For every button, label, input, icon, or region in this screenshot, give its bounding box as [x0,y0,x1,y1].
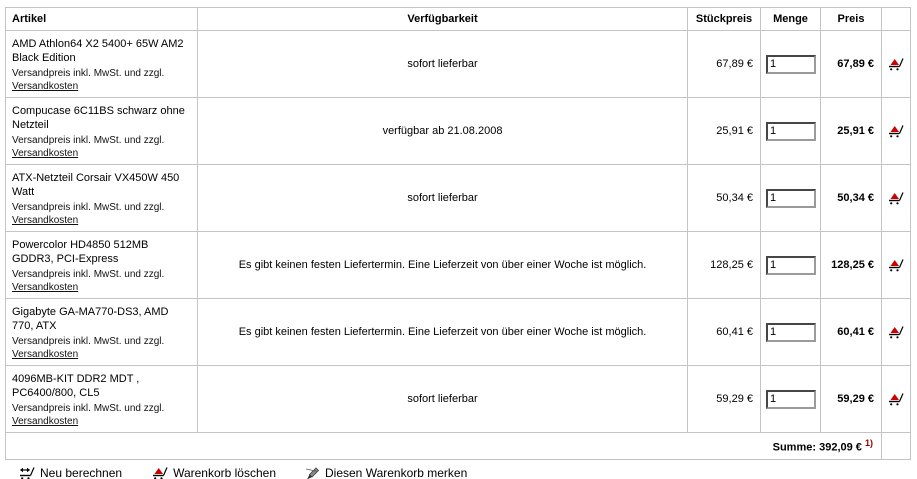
product-name: Powercolor HD4850 512MB GDDR3, PCI-Express [12,238,149,265]
remove-item-button[interactable] [886,55,906,73]
article-cell [6,98,198,165]
delete-cart-link[interactable] [152,466,276,479]
cart-table [5,7,911,460]
product-name: ATX-Netzteil Corsair VX450W 450 Watt [12,171,180,198]
recalculate-link[interactable] [19,466,122,479]
line-price: 59,29 € [821,366,882,433]
quantity-input[interactable] [766,122,816,141]
cart-delete-icon [152,466,168,479]
article-cell [6,232,198,299]
pencil-icon [306,466,320,479]
shipping-costs-link[interactable]: Versandkosten [12,415,79,427]
cart-row [6,98,911,165]
save-cart-link[interactable] [306,466,467,479]
shipping-note: Versandpreis inkl. MwSt. und zzgl. [12,402,165,414]
column-header-preis: Preis [821,8,882,31]
shipping-note: Versandpreis inkl. MwSt. und zzgl. [12,268,165,280]
column-header-menge: Menge [761,8,821,31]
shipping-costs-link[interactable]: Versandkosten [12,147,79,159]
shipping-costs-link[interactable]: Versandkosten [12,281,79,293]
column-header-artikel: Artikel [6,8,198,31]
shipping-costs-link[interactable]: Versandkosten [12,80,79,92]
unit-price: 59,29 € [688,366,761,433]
shipping-note: Versandpreis inkl. MwSt. und zzgl. [12,67,165,79]
cart-row [6,299,911,366]
delete-cart-label: Warenkorb löschen [173,466,276,479]
product-name: Compucase 6C11BS schwarz ohne Netzteil [12,104,185,131]
summary-row [6,433,911,460]
cart-actions-bar [19,466,917,479]
line-price: 25,91 € [821,98,882,165]
sum-label: Summe: [772,441,817,454]
cart-delete-icon [888,260,904,275]
availability-text: sofort lieferbar [198,366,688,433]
quantity-input[interactable] [766,323,816,342]
article-cell [6,299,198,366]
cart-delete-icon [888,394,904,409]
line-price: 50,34 € [821,165,882,232]
unit-price: 50,34 € [688,165,761,232]
column-header-stueckpreis: Stückpreis [688,8,761,31]
summary-actions-cell [882,433,911,460]
quantity-input[interactable] [766,256,816,275]
availability-text: Es gibt keinen festen Liefertermin. Eine Lieferzeit von über einer Woche ist möglich. [198,232,688,299]
sum-value: 392,09 € [819,441,862,454]
column-header-verfuegbarkeit: Verfügbarkeit [198,8,688,31]
remove-item-button[interactable] [886,122,906,140]
remove-item-button[interactable] [886,189,906,207]
column-header-actions [882,8,911,31]
availability-text: verfügbar ab 21.08.2008 [198,98,688,165]
shipping-note: Versandpreis inkl. MwSt. und zzgl. [12,134,165,146]
save-cart-label: Diesen Warenkorb merken [325,466,468,479]
unit-price: 128,25 € [688,232,761,299]
remove-item-button[interactable] [886,323,906,341]
article-cell [6,366,198,433]
line-price: 60,41 € [821,299,882,366]
remove-item-button[interactable] [886,390,906,408]
shipping-note: Versandpreis inkl. MwSt. und zzgl. [12,201,165,213]
recalculate-label: Neu berechnen [40,466,123,479]
article-cell [6,165,198,232]
product-name: AMD Athlon64 X2 5400+ 65W AM2 Black Edition [12,37,184,64]
cart-delete-icon [888,193,904,208]
cart-total [6,433,882,460]
availability-text: sofort lieferbar [198,31,688,98]
cart-row [6,31,911,98]
article-cell [6,31,198,98]
unit-price: 60,41 € [688,299,761,366]
shipping-note: Versandpreis inkl. MwSt. und zzgl. [12,335,165,347]
cart-row [6,165,911,232]
product-name: 4096MB-KIT DDR2 MDT , PC6400/800, CL5 [12,372,140,399]
shipping-costs-link[interactable]: Versandkosten [12,348,79,360]
unit-price: 25,91 € [688,98,761,165]
shipping-costs-link[interactable]: Versandkosten [12,214,79,226]
availability-text: Es gibt keinen festen Liefertermin. Eine Lieferzeit von über einer Woche ist möglich. [198,299,688,366]
header-row [6,8,911,31]
cart-delete-icon [888,126,904,141]
cart-delete-icon [888,327,904,342]
remove-item-button[interactable] [886,256,906,274]
cart-row [6,232,911,299]
unit-price: 67,89 € [688,31,761,98]
sum-footnote: 1) [864,438,873,449]
line-price: 128,25 € [821,232,882,299]
product-name: Gigabyte GA-MA770-DS3, AMD 770, ATX [12,305,169,332]
cart-delete-icon [888,59,904,74]
line-price: 67,89 € [821,31,882,98]
quantity-input[interactable] [766,55,816,74]
availability-text: sofort lieferbar [198,165,688,232]
quantity-input[interactable] [766,189,816,208]
cart-row [6,366,911,433]
quantity-input[interactable] [766,390,816,409]
cart-recalculate-icon [19,466,35,479]
